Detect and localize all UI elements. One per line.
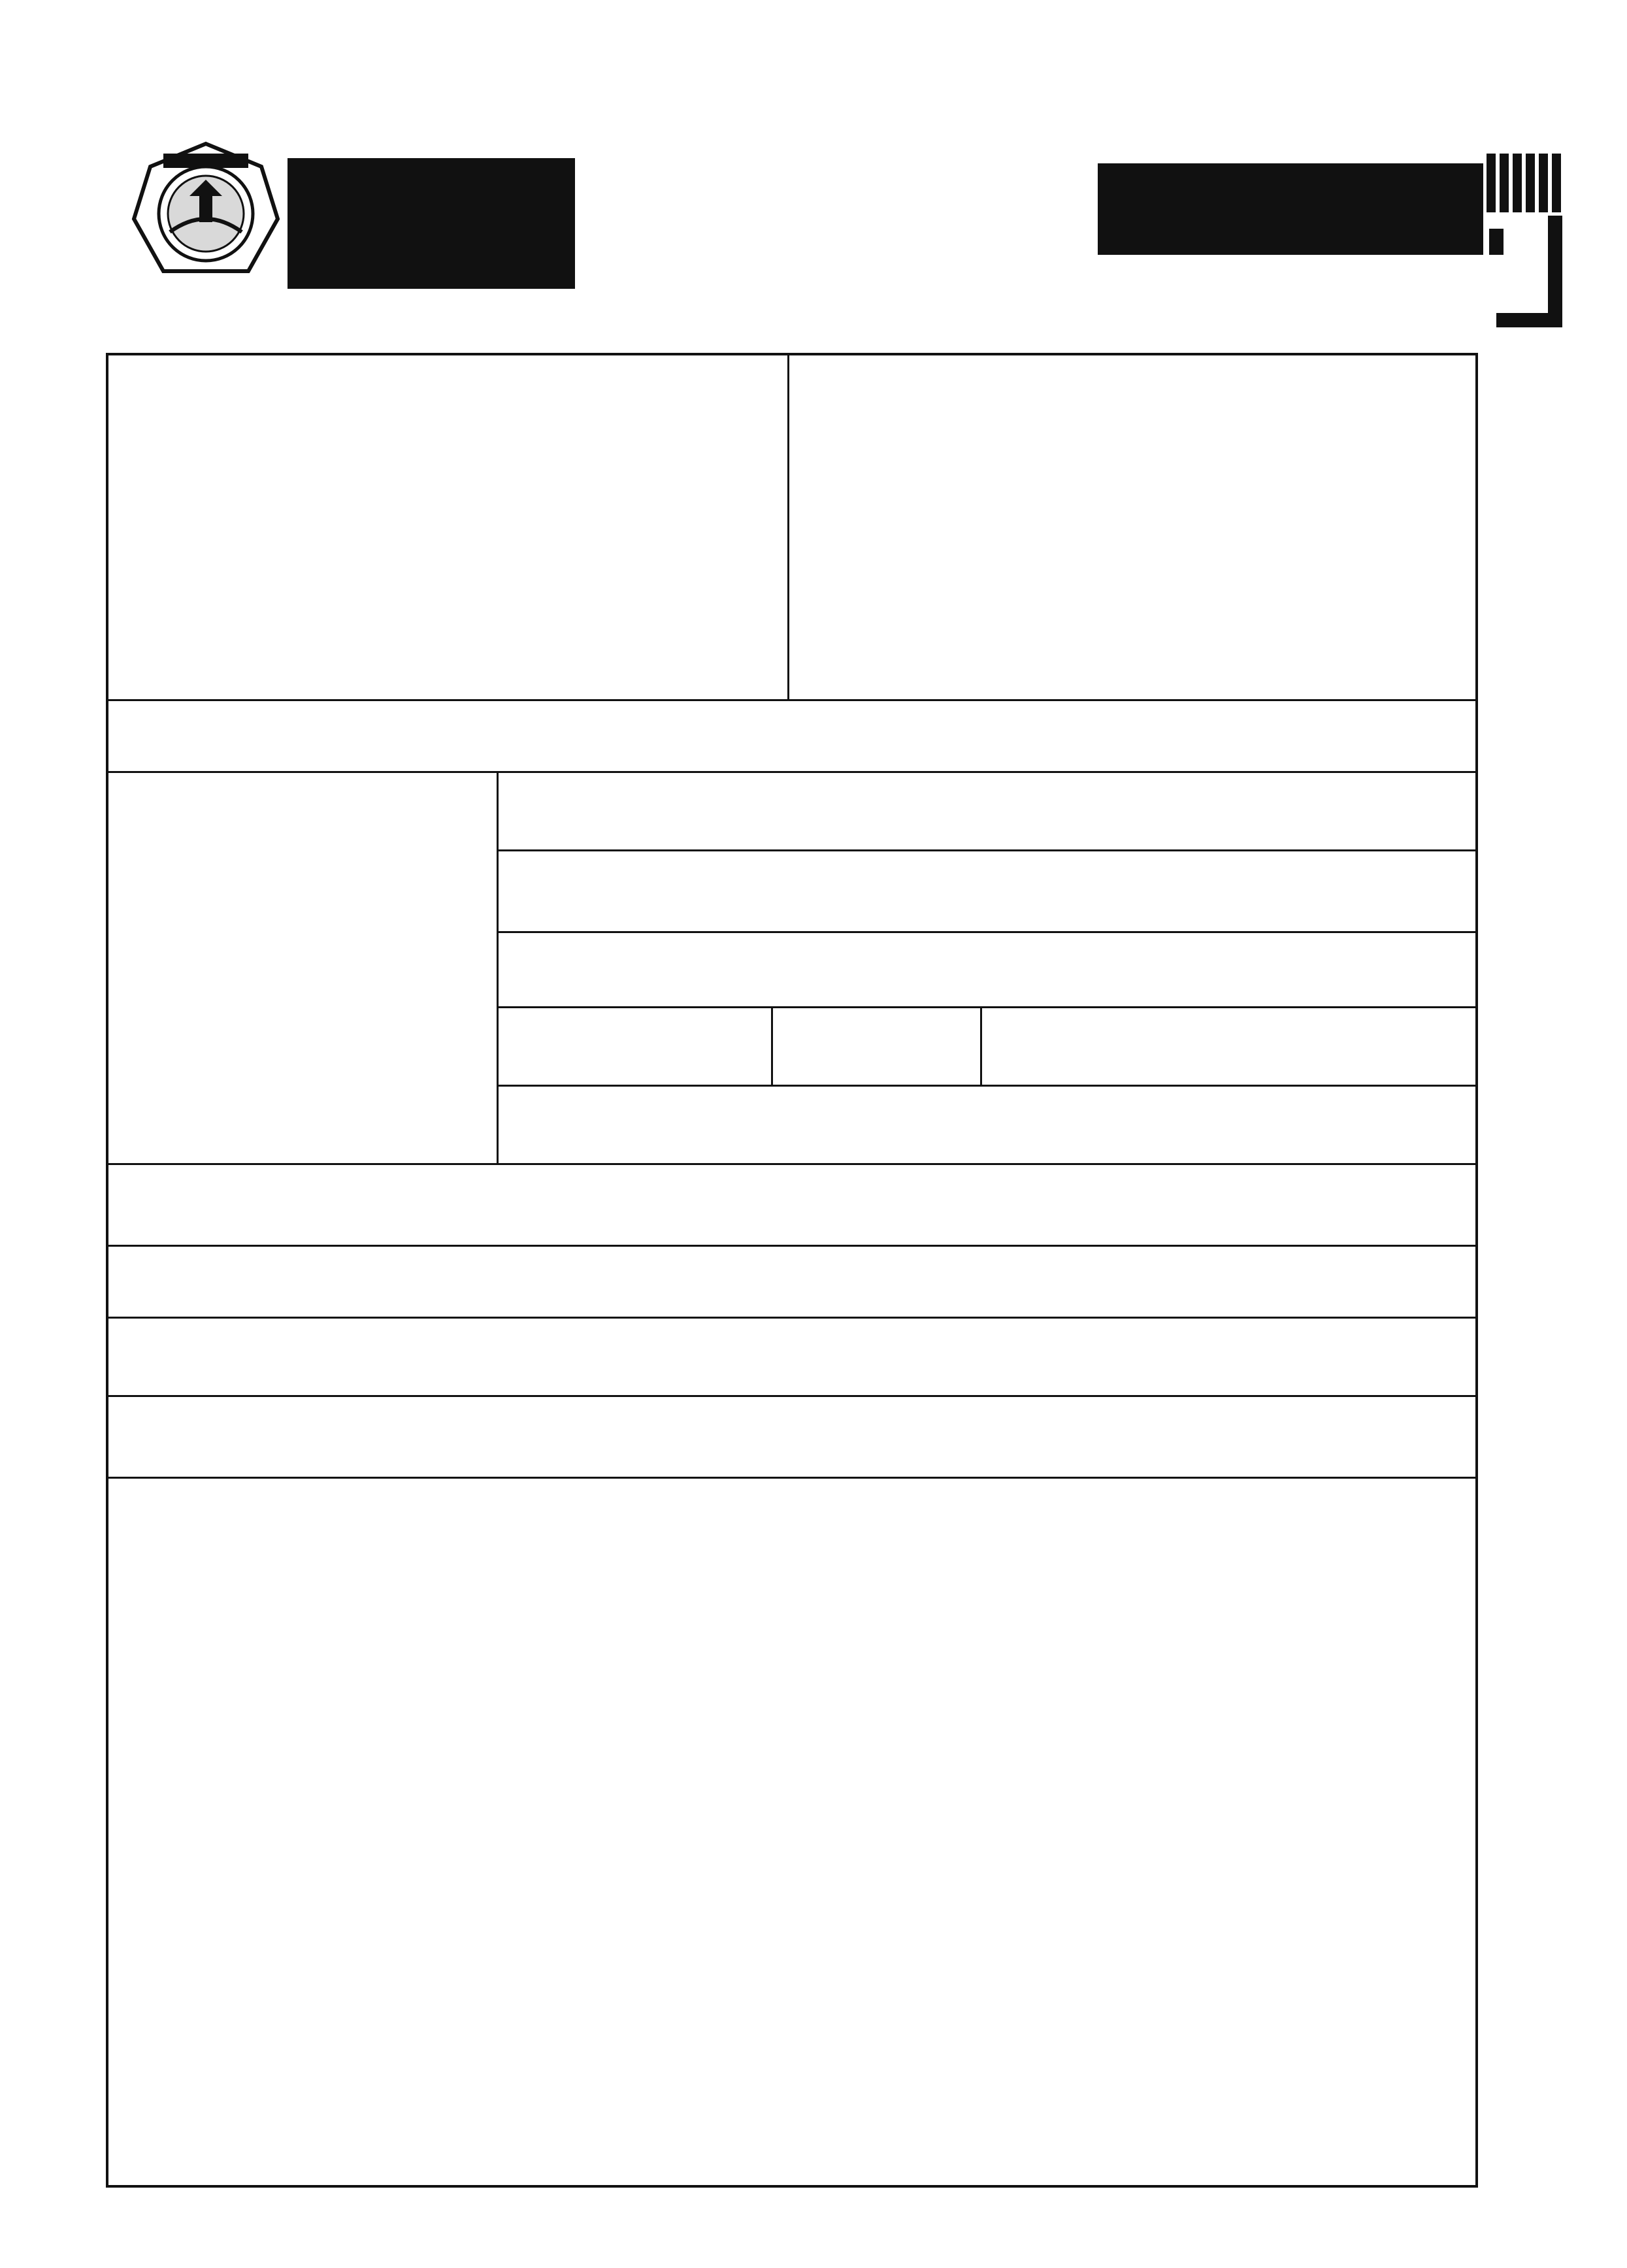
law-text-hebrew — [820, 372, 1444, 388]
petah-tikva-box — [288, 158, 575, 289]
form-frame — [106, 353, 1478, 2188]
yad-vashem-logo-icon — [1483, 150, 1568, 330]
petah-tikva-emblem-icon — [131, 140, 281, 284]
yad-vashem-name — [1098, 163, 1483, 255]
